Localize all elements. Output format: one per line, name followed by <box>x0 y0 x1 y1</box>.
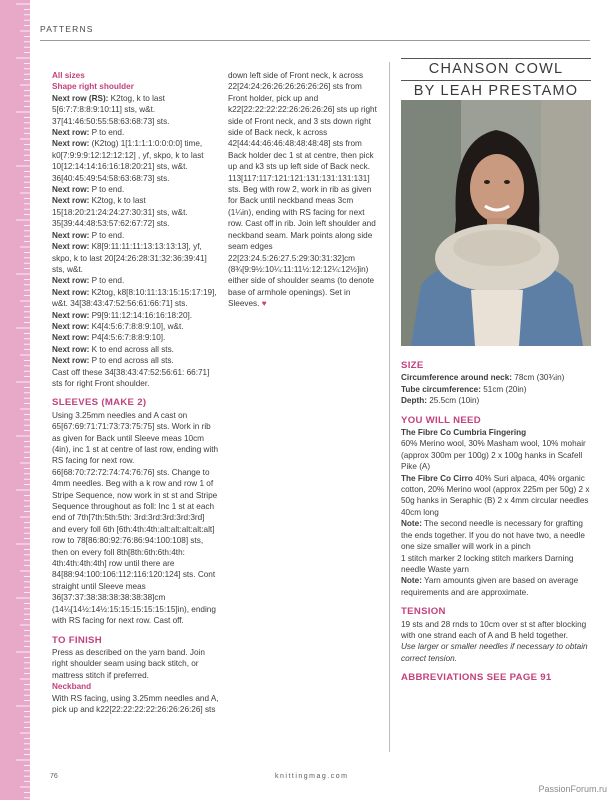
cast-off-text: Cast off these 34[38:43:47:52:56:61: 66:71] sts for right Front shoulder. <box>52 367 210 388</box>
heading-you-will-need: YOU WILL NEED <box>401 414 481 426</box>
instruction-row: Next row: P to end. <box>52 230 125 240</box>
instruction-row: Next row: (K2tog) 1[1:1:1:1:0:0:0:0] time, k0[7:9:9:9:12:12:12:12] , yf, skpo, k to last 10[12:14:14:16:16:18:20:21] sts, w&t. 36[40:45:49:54:58:63:68:73] sts. <box>52 139 204 183</box>
size-row: Tube circumference: 51cm (20in) <box>401 384 527 394</box>
instruction-row: Next row: P to end. <box>52 276 125 286</box>
notions-list: 1 stitch marker 2 locking stitch markers Darning needle Waste yarn <box>401 553 574 574</box>
pattern-designer: BY LEAH PRESTAMO <box>401 81 591 103</box>
watermark: PassionForum.ru <box>538 784 607 794</box>
page-number: 76 <box>50 773 58 780</box>
instruction-row: Next row: K4[4:5:6:7:8:8:9:10], w&t. <box>52 321 184 331</box>
heading-neckband: Neckband <box>52 682 92 692</box>
heading-abbreviations: ABBREVIATIONS SEE PAGE 91 <box>401 672 552 684</box>
instruction-row: Next row (RS): K2tog, k to last 5[6:7:7:8:8:9:10:11] sts, w&t. 37[41:46:50:55:58:63:68:73] sts. <box>52 93 170 126</box>
column-2 <box>228 70 380 310</box>
yarn-2-line: The Fibre Co Cirro 40% Suri alpaca, 40% organic cotton, 20% Merino wool (approx 225m per 50g) 2 x 50g hanks in Seraphic (B) 2 x 4mm circular needles 40cm long <box>401 473 590 517</box>
instruction-row: Next row: K8[9:11:11:11:13:13:13:13], yf, skpo, k to last 20[24:26:28:31:32:36:39:41] sts, w&t. <box>52 242 207 274</box>
column-1 <box>52 70 220 715</box>
neckband-text: With RS facing, using 3.25mm needles and A, pick up and k22[22:22:22:22:26:26:26:26] sts <box>52 693 219 714</box>
sleeves-text: Using 3.25mm needles and A cast on 65[67:69:71:71:73:73:75:75] sts. Work in rib as given for Back until Sleeve meas 10cm (4in), inc 1 st at centre of last row, ending with RS facing for next row. 66[68:70:72:72:74:74:76:76] sts. Change to 4mm needles. Beg with a k row and row 1 of Stripe Sequence, now work in st st and Stripe Sequence throughout as foll: Inc 1 st at each end of 7th[7th:5th:5th: 3rd:3rd:3rd:3rd:3rd] and every foll 6th [6th:4th:4th:alt:alt:alt:alt:alt] row to 78[86:80:92:76:86:94:100:108] sts, then on every foll 8th[8th:6th:6th:4th: 4th:4th:4th:4th] row until there are 84[88:94:100:106:112:116:120:124] sts. Cont straight until Sleeve meas 36[37:37:38:38:38:38:38:38]cm (14¼[14½:14½:15:15:15:15:15:15]in), ending with RS facing for next row. Cast off. <box>52 410 219 626</box>
ruler-strip <box>0 0 30 800</box>
heading-to-finish: TO FINISH <box>52 634 102 646</box>
size-row: Depth: 25.5cm (10in) <box>401 396 480 406</box>
instruction-row: Next row: P to end. <box>52 185 125 195</box>
instruction-row: Next row: K2tog, k8[8:10:11:13:15:15:17:19], w&t. 34[38:43:47:52:56:61:66:71] sts. <box>52 287 217 309</box>
note-2: Note: Yarn amounts given are based on average requirements and are approximate. <box>401 576 579 597</box>
heading-all-sizes: All sizes <box>52 71 85 80</box>
header-divider <box>40 40 590 41</box>
section-label: PATTERNS <box>40 24 94 34</box>
pattern-title <box>401 58 591 103</box>
note-1: Note: The second needle is necessary for grafting the ends together. If you do not have two, a needle one size smaller will work in a pinch <box>401 519 585 552</box>
instruction-row: Next row: K to end across all sts. <box>52 344 174 354</box>
instruction-row: Next row: P to end. <box>52 128 125 138</box>
instruction-rows <box>52 93 220 367</box>
heading-tension: TENSION <box>401 606 446 618</box>
instruction-row: Next row: P4[4:5:6:7:8:8:9:10]. <box>52 333 166 343</box>
size-list <box>401 372 591 406</box>
site-url: knittingmag.com <box>275 773 349 780</box>
heading-size: SIZE <box>401 360 424 371</box>
column-3 <box>401 360 591 685</box>
instruction-row: Next row: K2tog, k to last 15[18:20:21:24:24:27:30:31] sts, w&t. 35[39:44:48:53:57:62:67:72] sts. <box>52 196 188 229</box>
finish-text: Press as described on the yarn band. Join right shoulder seam using back stitch, or mattress stitch if preferred. <box>52 647 205 680</box>
yarn-1-details: 60% Merino wool, 30% Masham wool, 10% mohair (approx 300m per 100g) 2 x 100g hanks in Scafell Pike (A) <box>401 439 586 472</box>
neckband-continued-text: down left side of Front neck, k across 22[24:24:26:26:26:26:26:26] sts from Front holder, pick up and k22[22:22:22:22:26:26:26:26] sts up right side of Front neck, and 3 sts down right side of Back neck, k across 42[44:44:46:46:48:48:48:48] sts from Back holder dec 1 st at centre, then pick up and k3 sts up left side of Back neck. 113[117:117:121:121:131:131:131:131] sts. Beg with row 2, work in rib as given for Back until neckband meas 3cm (1¼in), ending with RS facing for next row. Cast off in rib. Join left shoulder and neckband seam. Mark points along side seam edges 22[23:24.5:26:27.5:29:30:31:32]cm (8¾[9:9½:10¼:11:11½:12:12¼:12½]in) either side of shoulder seams (to denote base of armhole openings). Set in Sleeves. ♥ <box>228 71 377 309</box>
model-illustration <box>401 100 591 346</box>
model-photo <box>401 100 591 346</box>
yarn-1-name: The Fibre Co Cumbria Fingering <box>401 428 527 438</box>
tension-note: Use larger or smaller needles if necessary to obtain correct tension. <box>401 642 588 663</box>
ruler-ticks <box>0 0 30 800</box>
end-heart-icon: ♥ <box>261 299 267 309</box>
heading-shape-right-shoulder: Shape right shoulder <box>52 82 134 92</box>
size-row: Circumference around neck: 78cm (30¾in) <box>401 373 565 383</box>
tension-text: 19 sts and 28 rnds to 10cm over st st after blocking with one strand each of A and B held together. <box>401 619 587 640</box>
pattern-name: CHANSON COWL <box>401 58 591 81</box>
heading-sleeves: SLEEVES (MAKE 2) <box>52 397 147 409</box>
instruction-row: Next row: P9[9:11:12:14:16:16:18:20]. <box>52 310 193 320</box>
instruction-row: Next row: P to end across all sts. <box>52 356 174 366</box>
column-divider <box>389 62 390 752</box>
